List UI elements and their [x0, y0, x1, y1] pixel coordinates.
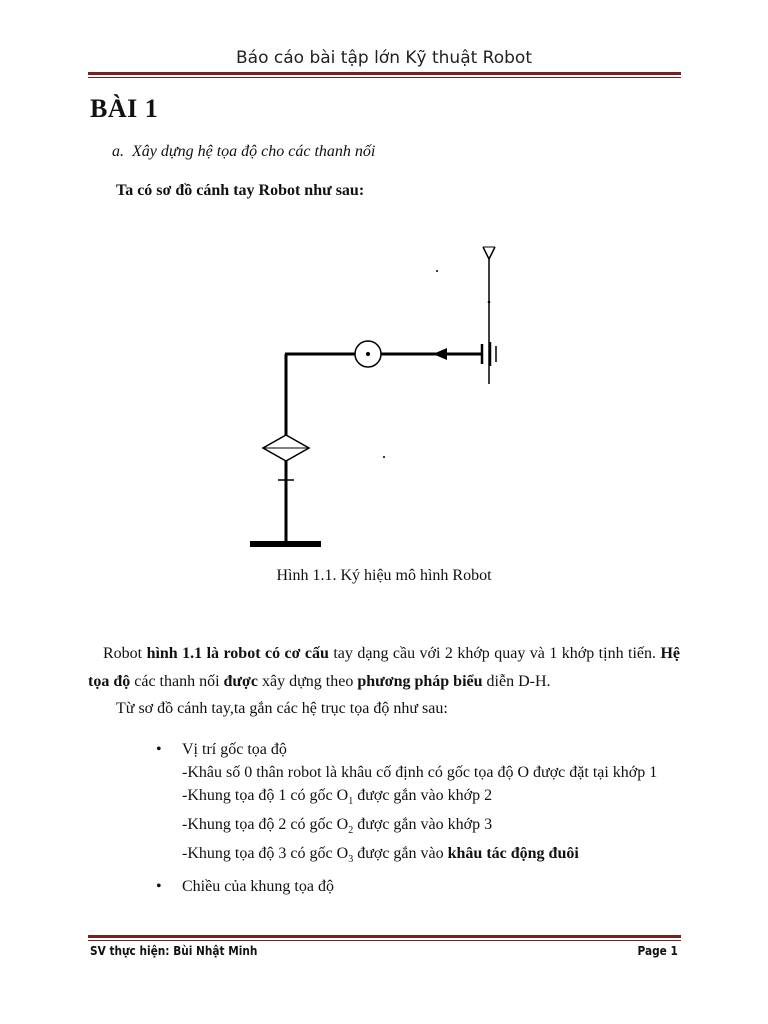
para-part: được [223, 673, 258, 690]
page-header-title: Báo cáo bài tập lớn Kỹ thuật Robot [236, 48, 532, 68]
subscript: 2 [348, 825, 354, 837]
subscript: 3 [348, 854, 354, 866]
sub-line-part: được gắn vào [353, 845, 448, 863]
sub-line-part: được gắn vào khớp 3 [353, 816, 493, 834]
para-part: Hệ tọa độ [88, 645, 681, 690]
sub-line [182, 813, 680, 842]
para-part: phương pháp biểu [357, 673, 483, 690]
diagram-dot-3 [488, 301, 491, 304]
para-part: tay dạng cầu với 2 khớp quay và 1 khớp tịnh tiến. [328, 645, 661, 662]
coordinate-intro: Từ sơ đồ cánh tay,ta gắn các hệ trục tọa độ như sau: [116, 700, 448, 717]
sub-line [182, 842, 680, 871]
para-part: diễn D-H. [482, 673, 551, 690]
para-part: là robot có cơ cấu [202, 645, 329, 662]
sub-line-part: khâu tác động đuôi [447, 845, 579, 863]
subscript: 1 [348, 796, 354, 808]
para-part: xây dựng theo [258, 673, 358, 690]
body-paragraph [88, 640, 680, 696]
section-heading: BÀI 1 [90, 94, 159, 123]
bullet-dot: • [156, 741, 162, 758]
bullet-list [156, 738, 680, 898]
footer-rule-thin [88, 940, 681, 941]
footer-page-number: Page 1 [637, 944, 678, 958]
bullet-text: Chiều của khung tọa độ [182, 877, 334, 895]
diagram-effector-top-2 [489, 247, 495, 259]
diagram-effector-top-1 [483, 247, 489, 259]
intro-text: Ta có sơ đồ cánh tay Robot như sau: [116, 182, 365, 199]
sub-line-part: -Khung tọa độ 2 có gốc O [182, 816, 349, 834]
sub-line: -Khâu số 0 thân robot là khâu cố định có gốc tọa độ O được đặt tại khớp 1 [182, 764, 658, 781]
diagram-dot-2 [383, 456, 385, 458]
diagram-dot-1 [436, 270, 438, 272]
figure-caption: Hình 1.1. Ký hiệu mô hình Robot [276, 567, 492, 584]
footer-author: SV thực hiện: Bùi Nhật Minh [90, 944, 258, 958]
sub-line [182, 784, 680, 813]
sub-line-part: -Khung tọa độ 3 có gốc O [182, 845, 349, 863]
list-item [156, 738, 680, 761]
subsection-label: a. [112, 143, 124, 160]
para-part: các thanh nối [130, 673, 224, 690]
bullet-dot: • [156, 877, 162, 895]
subsection-text: Xây dựng hệ tọa độ cho các thanh nối [132, 143, 376, 160]
para-part: Robot [103, 645, 147, 662]
footer-rule-thick [88, 935, 681, 938]
bullet-text: Vị trí gốc tọa độ [182, 741, 287, 758]
list-item [156, 875, 680, 898]
para-figure-ref: hình 1.1 [146, 645, 203, 662]
sub-line-part: được gắn vào khớp 2 [353, 787, 493, 804]
diagram-joint-2-center [366, 352, 370, 356]
sub-line-part: -Khung tọa độ 1 có gốc O [182, 787, 349, 804]
